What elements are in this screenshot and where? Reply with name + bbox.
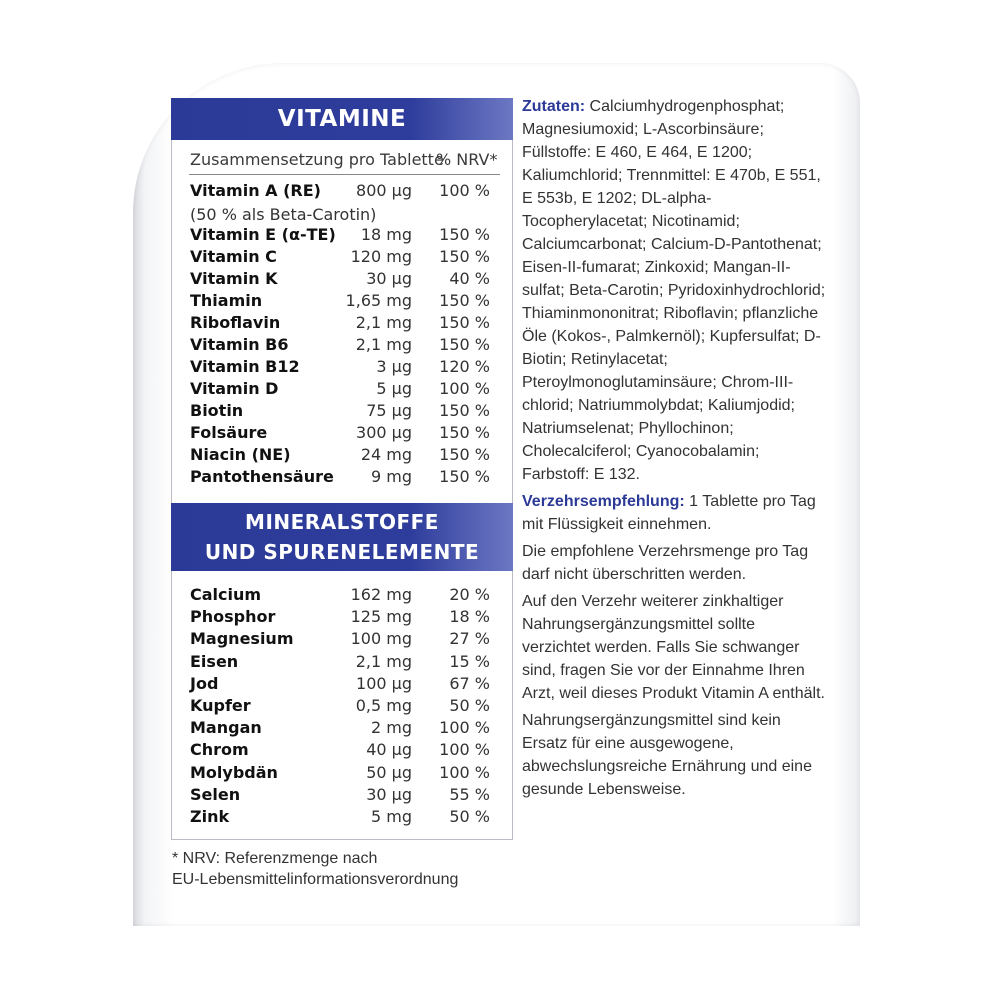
row-nrv: 100 %	[439, 181, 490, 200]
row-name: Pantothensäure	[190, 467, 334, 486]
row-nrv: 150 %	[439, 335, 490, 354]
table-row	[190, 466, 490, 488]
row-amount: 2,1 mg	[355, 651, 412, 671]
row-nrv: 150 %	[439, 247, 490, 266]
minerals-title-line2: UND SPURENELEMENTE	[204, 540, 480, 564]
minerals-title-line1: MINERALSTOFFE	[245, 510, 439, 534]
table-row	[190, 312, 490, 334]
row-name: Mangan	[190, 718, 262, 738]
row-name: Jod	[190, 673, 219, 693]
row-amount: 300 µg	[356, 423, 412, 442]
table-row	[190, 246, 490, 268]
row-amount: 800 µg	[356, 181, 412, 200]
row-nrv: 100 %	[439, 379, 490, 398]
vitamins-title: VITAMINE	[277, 106, 407, 132]
row-nrv: 150 %	[439, 445, 490, 464]
footnote-line2: EU-Lebensmittelinformationsverordnung	[172, 871, 459, 888]
row-amount: 3 µg	[376, 357, 412, 376]
note-max-dose: Die empfohlene Verzehrsmenge pro Tag darf nicht überschritten werden.	[522, 543, 809, 583]
vitamin-a-subnote: (50 % als Beta-Carotin)	[190, 205, 377, 224]
table-row	[190, 695, 490, 717]
recommendation-text: 1 Tablette pro Tag mit Flüssigkeit einnehmen.	[522, 493, 816, 533]
row-amount: 24 mg	[360, 445, 412, 464]
row-name: Chrom	[190, 740, 249, 760]
row-name: Zink	[190, 807, 230, 826]
row-name: Vitamin E (α-TE)	[190, 225, 336, 244]
row-name: Vitamin B12	[190, 357, 300, 376]
note-supplement-disclaimer: Nahrungsergänzungsmittel sind kein Ersatz für eine ausgewogene, abwechslungsreiche Ernährung und eine gesunde Lebensweise.	[522, 712, 812, 798]
row-amount: 40 µg	[366, 740, 412, 760]
row-amount: 5 µg	[376, 379, 412, 398]
table-row	[190, 334, 490, 356]
row-amount: 5 mg	[370, 807, 412, 826]
note-zinc-pregnancy: Auf den Verzehr weiterer zinkhaltiger Nahrungsergänzungsmittel sollte verzichtet werden. Falls Sie schwanger sind, fragen Sie vor der Einnahme Ihren Arzt, weil dieses Produkt Vitamin A enthält.	[522, 593, 825, 702]
table-row	[190, 378, 490, 400]
row-amount: 0,5 mg	[355, 696, 412, 715]
row-amount: 125 mg	[350, 607, 412, 627]
footnote-line1: * NRV: Referenzmenge nach	[172, 850, 378, 867]
row-amount: 30 µg	[366, 784, 412, 804]
row-amount: 9 mg	[370, 467, 412, 486]
row-amount: 18 mg	[360, 225, 412, 244]
row-nrv: 55 %	[449, 784, 490, 804]
table-row	[190, 784, 490, 806]
row-name: Biotin	[190, 401, 244, 420]
recommendation-label: Verzehrsempfehlung:	[522, 493, 685, 510]
row-nrv: 150 %	[439, 225, 490, 244]
ingredients-paragraph	[522, 95, 827, 486]
row-nrv: 150 %	[439, 313, 490, 332]
row-nrv: 67 %	[449, 673, 490, 693]
row-nrv: 15 %	[449, 651, 490, 671]
table-row	[190, 422, 490, 444]
row-name: Vitamin D	[190, 379, 279, 398]
row-name: Kupfer	[190, 696, 251, 715]
row-nrv: 40 %	[449, 269, 490, 288]
table-row	[190, 400, 490, 422]
table-row	[190, 717, 490, 739]
recommendation-paragraph	[522, 490, 827, 536]
nrv-footnote	[172, 848, 458, 890]
row-amount: 75 µg	[366, 401, 412, 420]
row-amount: 30 µg	[366, 269, 412, 288]
row-nrv: 150 %	[439, 291, 490, 310]
row-nrv: 50 %	[449, 696, 490, 715]
row-nrv: 50 %	[449, 807, 490, 826]
row-nrv: 120 %	[439, 357, 490, 376]
row-amount: 120 mg	[350, 247, 412, 266]
row-nrv: 100 %	[439, 762, 490, 782]
vitamins-header	[171, 98, 513, 140]
table-row	[190, 584, 490, 606]
table-row	[190, 606, 490, 628]
table-row	[190, 290, 490, 312]
row-nrv: 27 %	[449, 629, 490, 649]
row-amount: 162 mg	[350, 585, 412, 604]
row-name: Phosphor	[190, 607, 276, 627]
row-nrv: 100 %	[439, 740, 490, 760]
row-name: Molybdän	[190, 762, 278, 782]
table-row	[190, 651, 490, 673]
ingredients-text: Calciumhydrogenphosphat; Magnesiumoxid; L-Ascorbinsäure; Füllstoffe: E 460, E 464, E 1200; Kaliumchlorid; Trennmittel: E 470b, E 551, E 553b, E 1202; DL-alpha-Tocopherylacetat; Nicotinamid; Calciumcarbonat; Calcium-D-Pantothenat; Eisen-II-fumarat; Zinkoxid; Mangan-II-sulfat; Beta-Carotin; Pyridoxinhydrochlorid; Thiaminmononitrat; Riboflavin; pflanzliche Öle (Kokos-, Palmkernöl); Kupfersulfat; D-Biotin; Retinylacetat; Pteroylmonoglutaminsäure; Chrom-III-chlorid; Natriummolybdat; Kaliumjodid; Natriumselenat; Phyllochinon; Cholecalciferol; Cyanocobalamin; Farbstoff: E 132.	[522, 98, 826, 483]
row-amount: 100 mg	[350, 629, 412, 649]
row-name: Eisen	[190, 651, 239, 671]
row-amount: 1,65 mg	[345, 291, 412, 310]
row-name: Vitamin B6	[190, 335, 289, 354]
row-nrv: 150 %	[439, 401, 490, 420]
row-nrv: 20 %	[449, 585, 490, 604]
column-header-divider	[189, 174, 500, 175]
row-nrv: 150 %	[439, 423, 490, 442]
row-name: Riboflavin	[190, 313, 281, 332]
nrv-column-header: % NRV*	[436, 150, 498, 169]
row-amount: 2,1 mg	[355, 335, 412, 354]
row-nrv: 18 %	[449, 607, 490, 627]
row-name: Niacin (NE)	[190, 445, 291, 464]
row-amount: 100 µg	[356, 673, 412, 693]
table-row	[190, 356, 490, 378]
table-row	[190, 762, 490, 784]
ingredients-label: Zutaten:	[522, 98, 586, 115]
table-row	[190, 268, 490, 290]
row-name: Selen	[190, 784, 241, 804]
table-row	[190, 806, 490, 828]
row-amount: 2,1 mg	[355, 313, 412, 332]
row-name: Vitamin C	[190, 247, 277, 266]
table-row	[190, 444, 490, 466]
composition-column-header: Zusammensetzung pro Tablette	[190, 150, 444, 169]
row-name: Calcium	[190, 585, 262, 604]
row-name: Vitamin K	[190, 269, 278, 288]
minerals-header	[171, 503, 513, 571]
table-row	[190, 628, 490, 650]
row-name: Folsäure	[190, 423, 268, 442]
row-nrv: 150 %	[439, 467, 490, 486]
row-name: Magnesium	[190, 629, 294, 649]
ingredients-column	[522, 95, 827, 805]
table-row	[190, 224, 490, 246]
row-amount: 2 mg	[370, 718, 412, 738]
row-name: Thiamin	[190, 291, 263, 310]
row-nrv: 100 %	[439, 718, 490, 738]
table-row	[190, 180, 490, 202]
table-row	[190, 673, 490, 695]
row-amount: 50 µg	[366, 762, 412, 782]
row-name: Vitamin A (RE)	[190, 181, 321, 200]
table-row	[190, 739, 490, 761]
